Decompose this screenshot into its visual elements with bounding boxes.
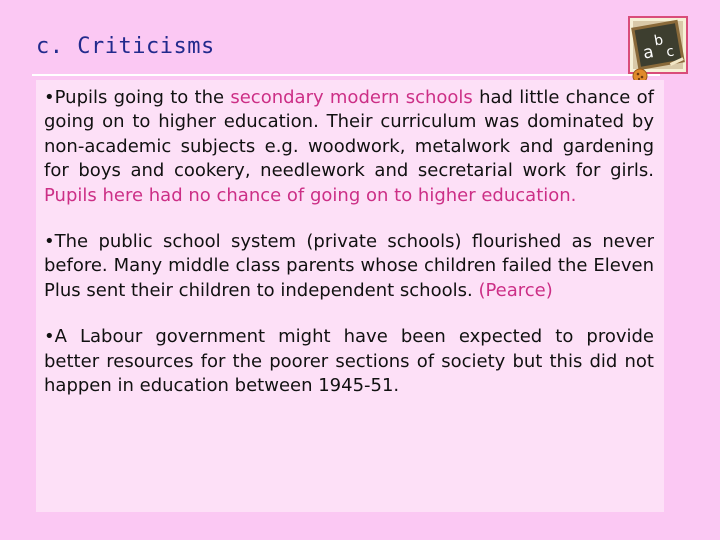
paragraph-labour-government: [44, 325, 654, 398]
slide-title: c. Criticisms: [36, 34, 215, 59]
logo-letter-c: c: [665, 43, 676, 61]
highlight-text: secondary modern schools: [230, 87, 473, 108]
paragraph-text: Pupils going to the: [54, 87, 231, 108]
logo-letter-b: b: [652, 32, 665, 50]
citation-pearce: (Pearce): [478, 279, 553, 301]
paragraph-text: had little chance of going on to higher education. Their curriculum was dominated by non-academic subjects e.g. woodwork, metalwork and gardening for boys and cookery, needlework and secretarial work for girls.: [44, 87, 654, 182]
logo-letter-a: a: [641, 42, 656, 64]
paragraph-text: The public school system (private schools) flourished as never before. Many middle class parents whose children failed the Eleven Plus sent their children to independent schools.: [44, 231, 654, 301]
bullet: •: [44, 231, 55, 253]
bullet: •: [44, 326, 55, 348]
paragraph-secondary-modern: [44, 86, 654, 208]
title-divider: [32, 74, 660, 76]
abc-chalkboard-icon: [628, 16, 688, 86]
content-panel: [36, 80, 664, 512]
paragraph-text: A Labour government might have been expected to provide better resources for the poorer sections of society but this did not happen in education between 1945-51.: [44, 326, 654, 397]
bullet: •: [44, 87, 55, 108]
highlight-text: Pupils here had no chance of going on to higher education.: [44, 184, 577, 206]
paragraph-public-schools: [44, 230, 654, 303]
